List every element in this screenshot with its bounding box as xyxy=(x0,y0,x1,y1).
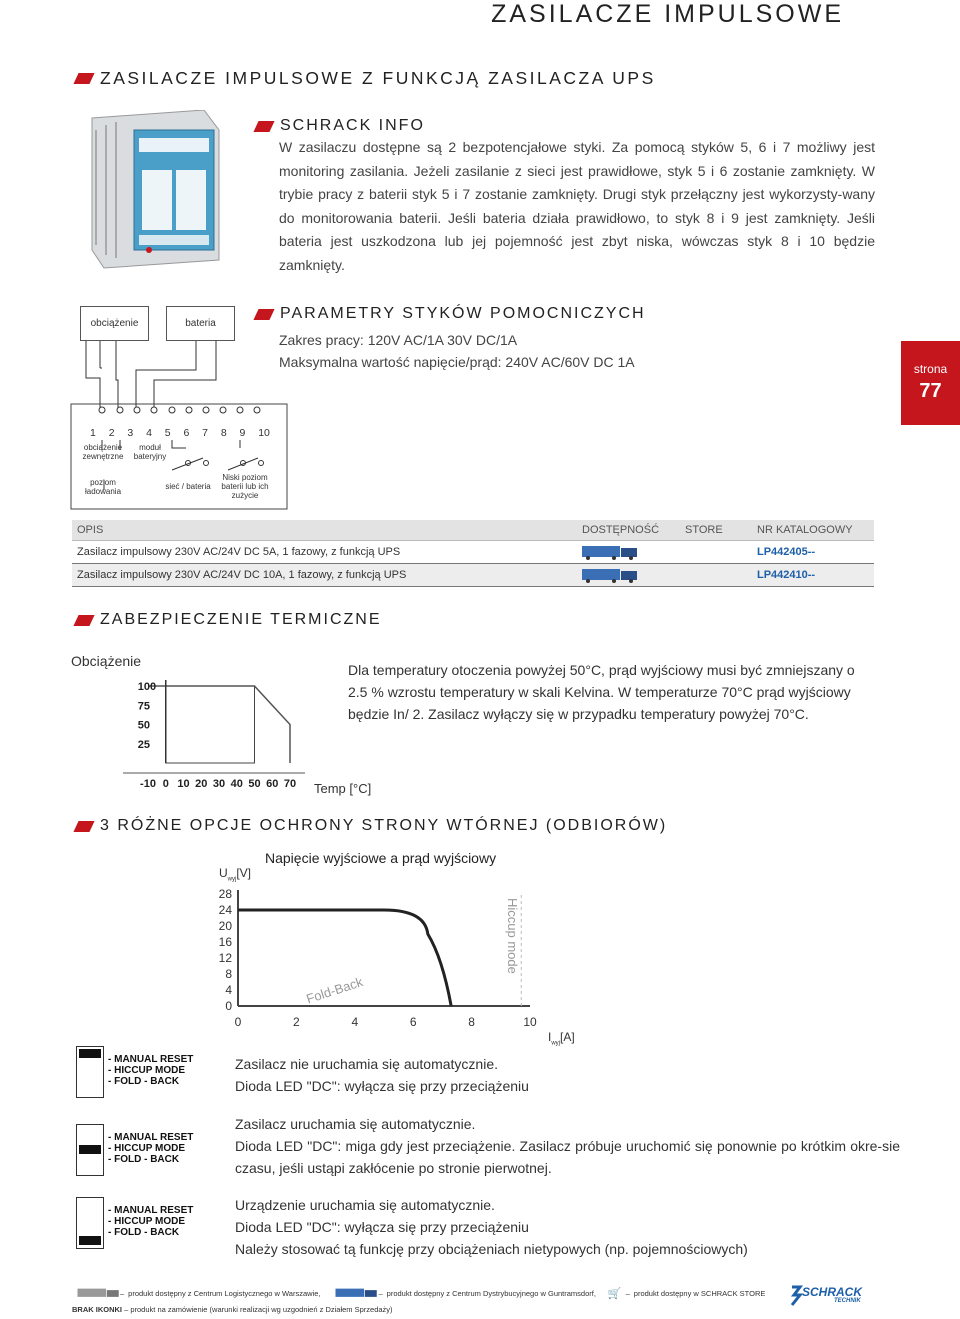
catalog-number[interactable]: LP442410-- xyxy=(757,569,816,581)
mode-description-2 xyxy=(235,1113,900,1179)
info-text: W zasilaczu dostępne są 2 bezpotencjałowe styki. Za pomocą styków 5, 6 i 7 możliwy jest monitoring zasilania. Jeżeli zasilanie z sieci jest prawidłowe, styk 5 i 6 zostanie zamknięty. W trybie pracy z baterii styk 5 i 7 zostanie zamknięty. Drugi styk przełączny jest wykorzysty-wany do monitorowania baterii. Jeśli bateria działa prawidłowo, to styk 8 i 9 jest zamknięty. Jeśli bateria jest uszkodzona lub jej pojemność jest zbyt niska, wówczas styk 8 i 10 będzie zamknięty. xyxy=(279,139,875,273)
footer-brak: BRAK IKONKI xyxy=(72,1305,122,1314)
vi-xlabel-i: I xyxy=(548,1030,552,1044)
availability-cell xyxy=(582,546,685,559)
vi-y-tick: 16 xyxy=(218,935,232,949)
footer-text: produkt dostępny z Centrum Logistycznego w Warszawie, xyxy=(128,1289,321,1298)
vi-x-tick: 4 xyxy=(351,1015,359,1029)
truck-icon xyxy=(582,569,638,582)
info-heading xyxy=(256,117,425,135)
mode-line: Należy stosować tą funkcję przy obciążeniach nietypowych (np. pojemnościowych) xyxy=(235,1241,748,1257)
params-line1: Zakres pracy: 120V AC/1A 30V DC/1A xyxy=(279,332,518,348)
page-number: 77 xyxy=(919,380,942,402)
switch-labels: - MANUAL RESET - HICCUP MODE - FOLD - BACK xyxy=(108,1132,194,1165)
catalog-number[interactable]: LP442405-- xyxy=(757,546,816,558)
vi-x-tick: 2 xyxy=(293,1015,300,1029)
dip-switch-icon xyxy=(76,1046,108,1100)
footer-text: produkt dostępny z Centrum Dystrybucyjnego w Guntramsdorf, xyxy=(386,1289,596,1298)
thermal-y-tick: 50 xyxy=(137,719,150,732)
vi-ylabel xyxy=(219,866,251,882)
thermal-chart xyxy=(110,668,310,798)
footer-legend: – produkt dostępny z Centrum Logistycznego w Warszawie, – produkt dostępny z Centrum Dystrybucyjnego w Guntramsdorf, 🛒 – produkt dostępny w SCHRACK STORE xyxy=(72,1287,792,1300)
switch-label: FOLD - BACK xyxy=(114,1154,180,1165)
foldback-label: Fold-Back xyxy=(304,974,365,1007)
page-label: strona xyxy=(913,362,948,376)
red-marker-icon xyxy=(253,309,274,320)
terminal-label: 9 xyxy=(239,427,246,439)
footer-order: BRAK IKONKI – produkt na zamówienie (warunki realizacji wg uzgodnień z Działem Sprzedaży) xyxy=(72,1305,393,1314)
mode-line: Dioda LED "DC": wyłącza się przy przeciążeniu xyxy=(235,1078,529,1094)
thermal-text: Dla temperatury otoczenia powyżej 50°C, prąd wyjściowy musi być zmniejszany o 2.5 % wzrostu temperatury w skali Kelvina. W temperaturze 70°C prąd wyjściowy będzie In/ 2. Zasilacz wyłączy się w przypadku temperatury powyżej 70°C. xyxy=(348,662,855,722)
terminal-label: 7 xyxy=(202,427,208,439)
thermal-x-tick: 50 xyxy=(248,778,261,790)
mains-battery-label: sieć / bateria xyxy=(165,482,211,491)
mode-line: Zasilacz nie uruchamia się automatycznie. xyxy=(235,1056,499,1072)
logo-subtext: TECHNIK xyxy=(834,1298,861,1304)
thermal-x-tick: 70 xyxy=(283,778,297,790)
switch-label: MANUAL RESET xyxy=(114,1205,194,1216)
mode-description-1 xyxy=(235,1053,875,1097)
mode-line: Urządzenie uruchamia się automatycznie. xyxy=(235,1197,495,1213)
vi-y-tick: 8 xyxy=(225,967,232,981)
table-row xyxy=(72,564,874,587)
switch-labels: - MANUAL RESET - HICCUP MODE - FOLD - BACK xyxy=(108,1054,194,1087)
thermal-x-tick: 10 xyxy=(177,778,190,790)
thermal-area-frame xyxy=(166,686,255,763)
terminal-label: 5 xyxy=(164,427,171,439)
red-marker-icon xyxy=(73,821,94,832)
table-row xyxy=(72,541,874,564)
dip-switch-icon xyxy=(76,1197,108,1251)
terminal-label: 1 xyxy=(90,427,96,439)
switch-setting-manual xyxy=(76,1046,206,1111)
terminal-label: 3 xyxy=(127,427,134,439)
thermal-x-tick: 60 xyxy=(266,778,279,790)
row-description: Zasilacz impulsowy 230V AC/24V DC 10A, 1 fazowy, z funkcją UPS xyxy=(77,569,407,581)
footer-text: produkt na zamówienie (warunki realizacji wg uzgodnień z Działem Sprzedaży) xyxy=(130,1305,393,1314)
switch-label: FOLD - BACK xyxy=(114,1076,180,1087)
terminal-label: 8 xyxy=(220,427,227,439)
cart-icon: 🛒 xyxy=(607,1288,622,1300)
thermal-xlabel: Temp [°C] xyxy=(314,781,372,796)
vi-y-tick: 28 xyxy=(218,887,232,901)
truck-icon-grey xyxy=(78,1289,111,1299)
page-number-tab xyxy=(901,341,960,425)
product-image xyxy=(84,110,229,270)
terminal-label: 4 xyxy=(146,427,152,439)
header-catalog: NR KATALOGOWY xyxy=(757,524,853,536)
terminal-label: 6 xyxy=(183,427,190,439)
terminal-label: 2 xyxy=(108,427,115,439)
vi-ylabel-sub: wyj xyxy=(227,876,237,883)
battery-box: bateria xyxy=(166,306,235,341)
params-line2: Maksymalna wartość napięcie/prąd: 240V AC/60V DC 1A xyxy=(279,354,635,370)
vi-x-tick: 0 xyxy=(234,1015,242,1029)
vi-y-tick: 12 xyxy=(218,951,232,965)
params-heading xyxy=(256,305,646,323)
footer-text: produkt dostępny w SCHRACK STORE xyxy=(633,1289,766,1298)
protection-title: 3 RÓŻNE OPCJE OCHRONY STRONY WTÓRNEJ (ODBIORÓW) xyxy=(100,817,668,834)
switch-label: HICCUP MODE xyxy=(114,1065,186,1076)
vi-x-tick: 6 xyxy=(409,1015,417,1029)
thermal-y-tick: 75 xyxy=(137,700,150,713)
availability-cell xyxy=(582,569,685,582)
vi-y-tick: 20 xyxy=(218,919,232,933)
switch-label: HICCUP MODE xyxy=(114,1143,186,1154)
charge-level-label: poziom ładowania xyxy=(84,478,122,496)
thermal-x-tick: -10 xyxy=(140,778,156,790)
vi-y-tick: 24 xyxy=(218,903,232,917)
thermal-x-tick: 0 xyxy=(162,778,169,790)
vi-x-tick: 8 xyxy=(468,1015,475,1029)
dip-switch-icon xyxy=(76,1124,108,1178)
thermal-heading xyxy=(76,611,382,629)
truck-icon xyxy=(582,546,638,559)
mode-description-3 xyxy=(235,1194,875,1260)
thermal-x-tick: 40 xyxy=(230,778,243,790)
row-description: Zasilacz impulsowy 230V AC/24V DC 5A, 1 fazowy, z funkcją UPS xyxy=(77,546,401,558)
low-level-label: Niski poziom baterii lub ich zużycie xyxy=(221,473,269,500)
switch-label: FOLD - BACK xyxy=(114,1227,180,1238)
mode-line: Dioda LED "DC": wyłącza się przy przeciążeniu xyxy=(235,1219,529,1235)
logo-text: SCHRACK xyxy=(802,1285,862,1299)
vi-ylabel-unit: [V] xyxy=(236,866,252,880)
load-box: obciążenie xyxy=(80,306,149,341)
vi-xlabel-unit: [A] xyxy=(560,1030,575,1044)
product-table xyxy=(72,520,874,587)
header-opis: OPIS xyxy=(77,524,104,536)
mode-line: Dioda LED "DC": miga gdy jest przeciążenie. Zasilacz próbuje uruchomić się ponownie po krótkim okre-sie czasu, jeśli ustąpi zakłócenie po stronie pierwotnej. xyxy=(235,1138,900,1176)
truck-icon-blue xyxy=(336,1289,369,1299)
thermal-y-tick: 25 xyxy=(137,738,150,751)
thermal-ylabel: Obciążenie xyxy=(71,653,142,669)
vi-xlabel xyxy=(548,1030,575,1046)
switch-setting-foldback xyxy=(76,1197,206,1262)
switch-label: MANUAL RESET xyxy=(114,1132,194,1143)
thermal-y-tick: 100 xyxy=(137,681,157,693)
section-heading-ups xyxy=(76,68,656,89)
schrack-logo xyxy=(788,1285,874,1307)
mode-line: Zasilacz uruchamia się automatycznie. xyxy=(235,1116,476,1132)
table-header xyxy=(72,520,874,541)
section-title: ZASILACZE IMPULSOWE Z FUNKCJĄ ZASILACZA UPS xyxy=(100,68,656,88)
protection-heading xyxy=(76,817,667,835)
vi-x-tick: 10 xyxy=(523,1015,537,1029)
battery-module-label: moduł bateryjny xyxy=(133,443,167,461)
hiccup-label: Hiccup mode xyxy=(505,898,521,974)
vi-ylabel-u: U xyxy=(219,866,228,880)
ext-load-label: obciążenie zewnętrzne xyxy=(82,443,124,461)
info-title: SCHRACK INFO xyxy=(280,117,425,134)
vi-chart-title: Napięcie wyjściowe a prąd wyjściowy xyxy=(265,850,497,866)
thermal-title: ZABEZPIECZENIE TERMICZNE xyxy=(100,611,382,628)
vi-y-tick: 4 xyxy=(225,983,232,997)
switch-label: HICCUP MODE xyxy=(114,1216,186,1227)
vi-chart xyxy=(212,884,552,1034)
switch-setting-hiccup xyxy=(76,1124,206,1189)
red-marker-icon xyxy=(73,615,94,626)
red-marker-icon xyxy=(253,121,274,132)
page-title: ZASILACZE IMPULSOWE xyxy=(491,0,844,28)
thermal-x-tick: 30 xyxy=(212,778,226,790)
vi-xlabel-sub: wyj xyxy=(551,1040,561,1047)
params-title: PARAMETRY STYKÓW POMOCNICZYCH xyxy=(280,305,646,322)
header-store: STORE xyxy=(685,524,723,536)
terminal-label: 10 xyxy=(258,427,270,439)
terminal-numbers xyxy=(90,427,270,439)
switch-labels: - MANUAL RESET - HICCUP MODE - FOLD - BACK xyxy=(108,1205,194,1238)
vi-y-tick: 0 xyxy=(225,999,232,1013)
thermal-x-tick: 20 xyxy=(195,778,208,790)
switch-label: MANUAL RESET xyxy=(114,1054,194,1065)
header-availability: DOSTĘPNOŚĆ xyxy=(582,524,660,536)
red-marker-icon xyxy=(73,73,94,84)
